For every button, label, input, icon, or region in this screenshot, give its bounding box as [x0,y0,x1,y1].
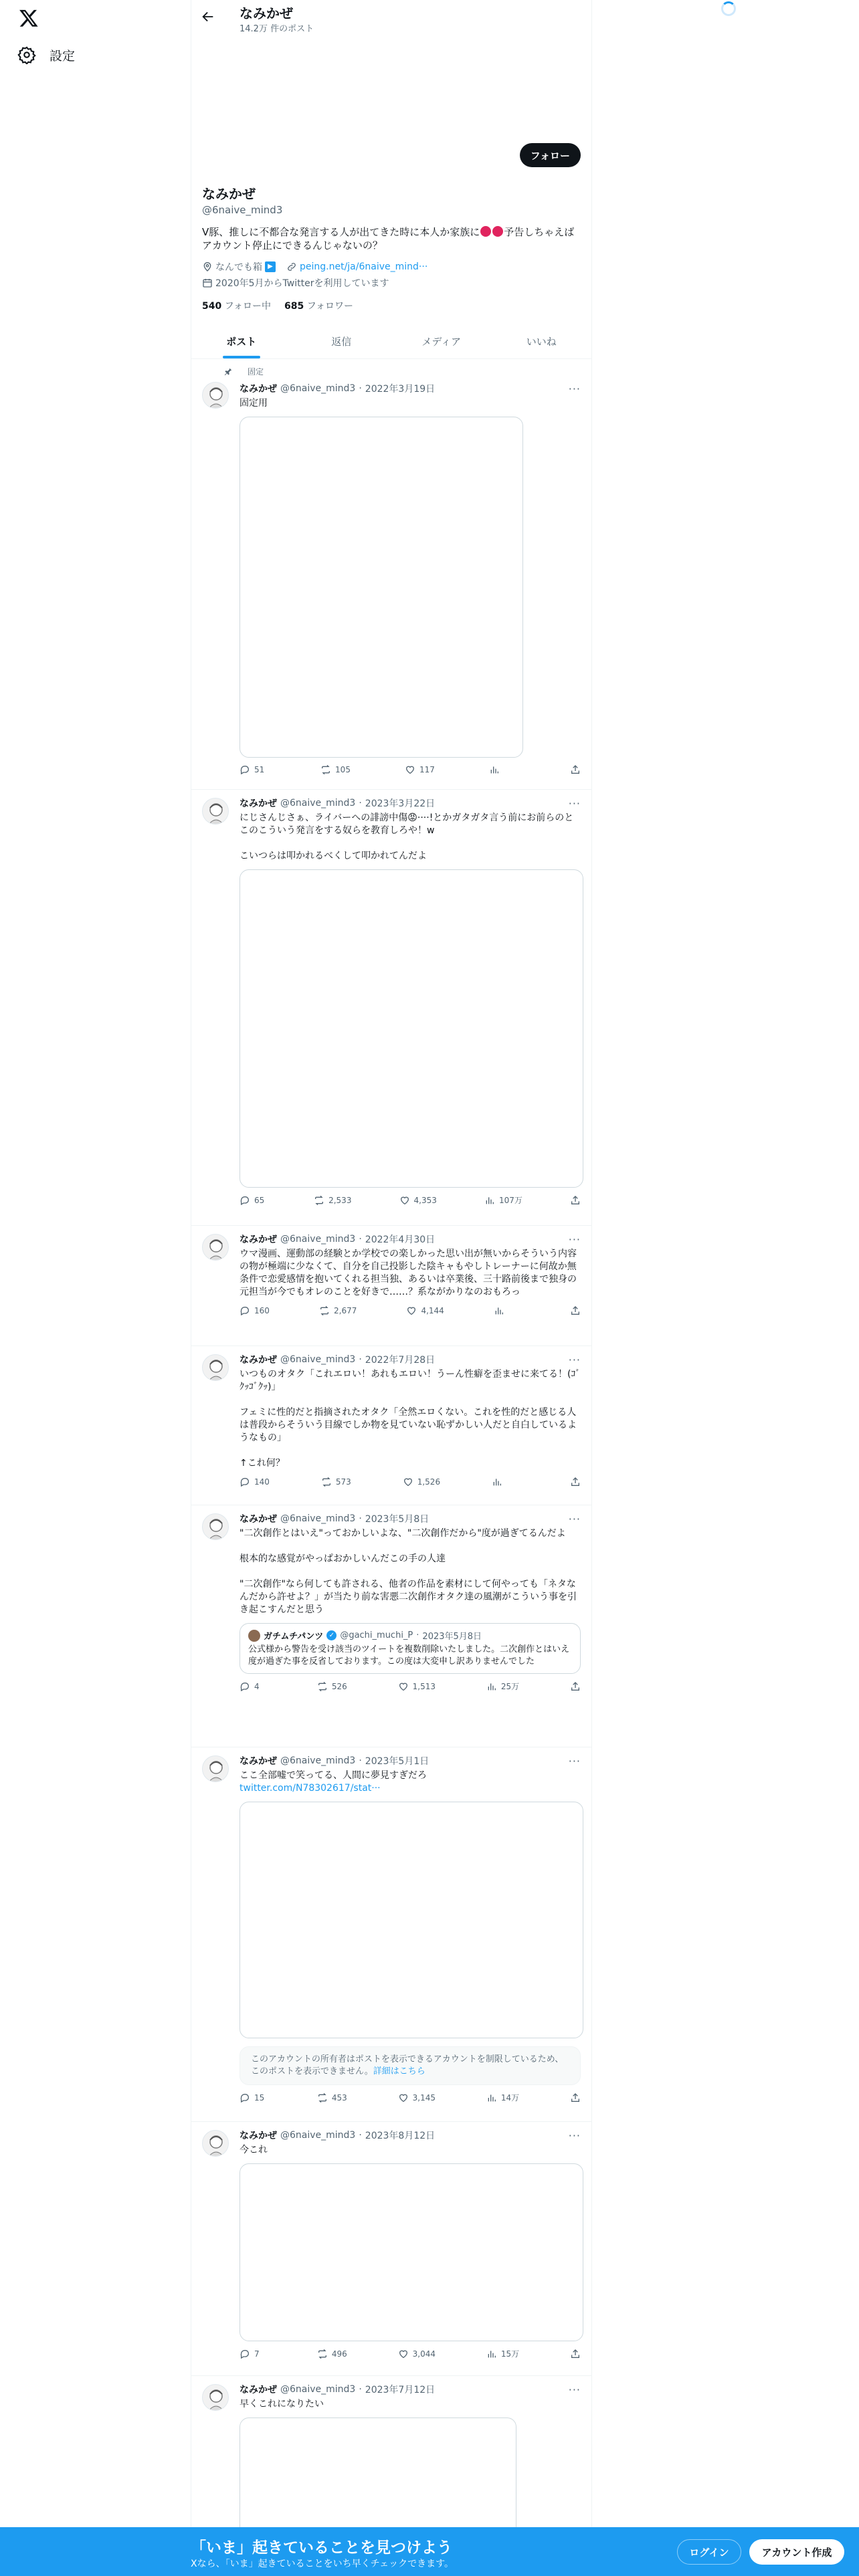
profile-url[interactable] [286,260,427,274]
views-button[interactable] [494,1305,520,1316]
post-date[interactable]: 2022年4月30日 [365,1235,436,1245]
post-author-name[interactable]: なみかぜ [240,1235,277,1245]
profile-bio [202,225,581,252]
post-date[interactable]: 2023年5月8日 [365,1514,430,1525]
pinned-label: 固定 [248,367,264,377]
repost-count: 496 [331,2349,347,2359]
signup-banner [0,2527,859,2576]
tab-replies[interactable]: 返信 [331,336,352,348]
nav-settings[interactable] [17,45,75,64]
like-count: 1,513 [412,1681,436,1691]
more-options-icon[interactable]: ··· [568,1232,581,1246]
bio-text-2: 予告しちゃえばアカウント停止にできるんじゃないの？ [202,226,575,251]
post-header [240,1353,581,1366]
loading-spinner-icon [721,1,736,16]
post[interactable] [191,1747,591,2122]
heart-icon [398,2092,409,2103]
like-button[interactable] [403,1477,440,1487]
reply-count: 7 [254,2349,260,2359]
share-icon [570,1477,581,1487]
post-text: 今これ [240,2145,268,2155]
profile-url-link[interactable]: peing.net/ja/6naive_mind··· [300,261,428,272]
signup-banner-subtitle: Xなら、「いま」起きていることをいち早くチェックできます。 [191,2559,454,2569]
post-date[interactable]: 2023年5月1日 [365,1756,430,1767]
quoted-author-name: ガチムチパンツ [264,1632,324,1642]
post-text: いつものオタク「これエロい！あれもエロい！うーん性癖を歪ませに来てる！(ｺﾞｸｯｺﾞｸｯ)」 フェミに性的だと指摘されたオタク「全然エロくない。これを性的だと感じる人は普段からそういう目線でしか物を見ていない恥ずかしい人だと自白しているようなもの」 ↑これ何？ [240,1369,581,1469]
profile-section [191,149,591,312]
share-button[interactable] [570,2348,581,2359]
views-button[interactable] [489,764,516,775]
reply-button[interactable] [240,2092,266,2103]
post-date[interactable]: 2023年3月22日 [365,798,436,809]
profile-handle: @6naive_mind3 [202,204,283,216]
views-button[interactable] [486,1681,519,1692]
location-text: なんでも箱 [215,262,262,273]
like-count: 4,144 [421,1306,444,1315]
post[interactable] [191,359,591,790]
post-date[interactable]: 2023年7月12日 [365,2385,436,2395]
post-media[interactable] [240,869,583,1188]
profile-meta [202,260,581,290]
repost-icon [314,1195,324,1206]
reply-count: 4 [254,1681,260,1691]
reply-icon [240,1681,250,1692]
bio-text-1: V豚、推しに不都合な発言する人が出てきた時に本人か家族に [202,226,480,238]
post-actions [240,1477,581,1487]
more-options-icon[interactable]: ··· [568,796,581,810]
post-actions [240,764,581,775]
more-options-icon[interactable]: ··· [568,1754,581,1767]
reply-button[interactable] [240,764,266,775]
separator-dot: · [359,2384,362,2395]
post-actions [240,1305,581,1316]
avatar-image [203,2131,229,2157]
bar-chart-icon [486,2092,497,2103]
post-author-name[interactable]: なみかぜ [240,2385,277,2395]
post-text: 固定用 [240,398,268,409]
post-author-handle[interactable]: @6naive_mind3 [280,1755,356,1766]
tab-media[interactable]: メディア [421,336,462,348]
like-count: 4,353 [413,1195,437,1205]
play-button-emoji-icon: ▶ [265,261,276,272]
share-icon [570,764,581,775]
post-media[interactable] [240,2163,583,2341]
post-author-handle[interactable]: @6naive_mind3 [280,1354,356,1365]
avatar[interactable] [202,2384,229,2411]
avatar-image [203,798,229,825]
separator-dot: · [359,2130,362,2141]
more-options-icon[interactable]: ··· [568,1512,581,1525]
reply-count: 51 [254,765,265,774]
heart-icon [398,1681,409,1692]
quoted-post[interactable] [240,1623,581,1674]
avatar[interactable] [202,798,229,825]
separator-dot: · [359,383,362,394]
share-icon [570,2349,581,2359]
separator-dot: · [359,1755,362,1766]
post-actions [240,2348,581,2359]
separator-dot: · [359,1354,362,1365]
post[interactable] [191,1226,591,1346]
post-author-name[interactable]: なみかぜ [240,384,277,395]
bar-chart-icon [486,2349,497,2359]
reply-button[interactable] [240,1477,270,1487]
reply-count: 65 [254,1195,265,1205]
more-options-icon[interactable]: ··· [568,2383,581,2396]
share-button[interactable] [570,764,581,775]
repost-count: 526 [331,1681,347,1691]
nav-settings-label: 設定 [50,48,76,64]
bar-chart-icon [486,1681,497,1692]
profile-topbar [191,0,591,36]
heart-icon [406,1305,417,1316]
profile-follow-stats [202,299,581,312]
like-button[interactable] [399,1194,437,1206]
tab-posts[interactable]: ポスト [191,324,292,358]
view-count: 15万 [500,2349,520,2359]
post-author-handle[interactable]: @6naive_mind3 [280,2384,356,2395]
post-actions [240,2092,581,2103]
more-options-icon[interactable]: ··· [568,2129,581,2142]
reply-count: 15 [254,2092,265,2103]
share-button[interactable] [570,1305,581,1316]
more-options-icon[interactable]: ··· [568,1353,581,1366]
post-header [240,2129,581,2142]
repost-count: 105 [335,765,351,774]
bar-chart-icon [489,764,500,775]
repost-button[interactable] [317,2348,347,2359]
view-count: 25万 [500,1682,520,1691]
post-date[interactable]: 2023年8月12日 [365,2131,436,2141]
post-author-name[interactable]: なみかぜ [240,1355,277,1366]
reply-icon [240,1195,250,1206]
post-author-handle[interactable]: @6naive_mind3 [280,798,356,809]
heart-icon [398,2349,409,2359]
avatar-image [203,2385,229,2411]
post-header [240,1232,581,1246]
post[interactable] [191,1505,591,1747]
profile-name: なみかぜ [202,186,256,202]
post-header [240,1754,581,1767]
repost-icon [317,2092,328,2103]
bar-chart-icon [494,1305,504,1316]
share-button[interactable] [570,1681,581,1692]
post-author-name[interactable]: なみかぜ [240,2131,277,2141]
topbar-post-count: 14.2万 件のポスト [240,24,314,34]
post-author-handle[interactable]: @6naive_mind3 [280,383,356,394]
repost-button[interactable] [320,764,351,775]
repost-button[interactable] [314,1194,351,1206]
repost-icon [317,2349,328,2359]
more-options-icon[interactable]: ··· [568,382,581,395]
followers-count: 685 [284,301,304,312]
login-button[interactable]: ログイン [677,2539,741,2565]
like-count: 3,044 [412,2349,436,2359]
share-button[interactable] [570,1477,581,1487]
like-count: 3,145 [412,2092,436,2103]
avatar-image [203,1756,229,1782]
post-text: ここ全部嘘で笑ってる、人間に夢見すぎだろ [240,1770,427,1781]
reply-icon [240,764,250,775]
repost-count: 2,533 [328,1195,352,1205]
link-icon [286,261,297,272]
avatar[interactable] [202,382,229,409]
avatar[interactable] [202,2130,229,2157]
quoted-avatar [248,1630,260,1642]
repost-icon [321,1477,332,1487]
post-link[interactable]: twitter.com/N78302617/stat··· [240,1783,381,1794]
post-header [240,2383,581,2396]
reply-icon [240,1477,250,1487]
repost-button[interactable] [317,1681,347,1692]
post-text: ウマ漫画、運動部の経験とか学校での楽しかった思い出が無いからそういう内容の物が極端に少なくて、自分を自己投影した陰キャもやしトレーナーに何故か無条件で恋愛感情を抱いてくれる担当独、あるいは卒業後、三十路前後まで独身の元担当が今でもオレのことを好きで……？系ながかりなのおもろっ [240,1249,577,1297]
following-label: フォロー中 [224,301,271,312]
like-count: 1,526 [417,1477,441,1487]
repost-button[interactable] [321,1477,351,1487]
repost-count: 2,677 [334,1306,357,1315]
x-logo-icon[interactable] [19,8,39,28]
gear-icon [17,45,36,64]
notice-text: このアカウントの所有者はポストを表示できるアカウントを制限しているため、このポストを表示できません。 [251,2054,564,2076]
post[interactable] [191,790,591,1226]
follow-button[interactable]: フォロー [520,143,581,167]
quoted-text: 公式様から警告を受け該当のツイートを複数削除いたしました。二次創作とはいえ度が過ぎた事を反省しております。この度は大変申し訳ありませんでした [248,1644,570,1667]
separator-dot: · [359,1234,362,1245]
share-button[interactable] [570,1194,581,1206]
followers-link[interactable] [284,299,353,312]
like-button[interactable] [398,2348,436,2359]
followers-label: フォロワー [306,301,353,312]
repost-count: 573 [335,1477,351,1487]
reply-button[interactable] [240,2348,266,2359]
post[interactable] [191,2122,591,2376]
reply-button[interactable] [240,1305,270,1316]
separator-dot: · [359,798,362,809]
bar-chart-icon [492,1477,502,1487]
reply-icon [240,2349,250,2359]
post-header [240,1512,581,1525]
reply-button[interactable] [240,1681,266,1692]
reply-button[interactable] [240,1194,266,1206]
repost-icon [319,1305,330,1316]
back-arrow-icon[interactable] [201,9,215,24]
signup-banner-title: 「いま」起きていることを見つけよう [191,2539,452,2557]
heart-icon [403,1477,413,1487]
restricted-post-notice [240,2046,581,2085]
repost-icon [317,1681,328,1692]
avatar-image [203,383,229,409]
separator-dot: · [359,1513,362,1524]
views-button[interactable] [486,2348,519,2359]
topbar-name: なみかぜ [240,5,293,21]
like-button[interactable] [406,1305,444,1316]
following-link[interactable] [202,299,271,312]
separator-dot: · [416,1630,419,1640]
reply-icon [240,1305,250,1316]
red-emoji-icon [492,226,503,237]
post-media[interactable] [240,1802,583,2038]
tab-likes[interactable]: いいね [526,336,557,348]
post-date[interactable]: 2022年7月28日 [365,1355,436,1366]
avatar[interactable] [202,1513,229,1540]
heart-icon [399,1195,410,1206]
reply-icon [240,2092,250,2103]
avatar-image [203,1355,229,1381]
joined-text: 2020年5月からTwitterを利用しています [215,278,389,289]
signup-button[interactable]: アカウント作成 [749,2539,844,2565]
left-nav [0,0,191,2576]
post-actions [240,1681,581,1692]
quoted-date: 2023年5月8日 [422,1632,482,1642]
notice-learn-more-link[interactable]: 詳細はこちら [373,2066,425,2076]
share-icon [570,1305,581,1316]
like-button[interactable] [398,2092,436,2103]
views-button[interactable] [484,1194,522,1206]
pin-icon [223,367,233,377]
post-author-handle[interactable]: @6naive_mind3 [280,2130,356,2141]
post[interactable] [191,1346,591,1505]
reply-count: 160 [254,1306,270,1315]
post-date[interactable]: 2022年3月19日 [365,384,436,395]
avatar[interactable] [202,1354,229,1381]
post-header [240,796,581,810]
post-header [240,382,581,395]
avatar-image [203,1235,229,1261]
like-count: 117 [419,765,435,774]
main-column [191,0,592,2576]
post-author-handle[interactable]: @6naive_mind3 [280,1234,356,1245]
post-actions [240,1194,581,1206]
post-author-name[interactable]: なみかぜ [240,1514,277,1525]
following-count: 540 [202,301,222,312]
verified-badge-icon: ✓ [326,1630,337,1640]
post-text: 早くこれになりたい [240,2399,324,2409]
calendar-icon [202,278,213,288]
red-emoji-icon [480,226,491,237]
avatar-image [203,1514,229,1540]
avatar[interactable] [202,1234,229,1261]
like-button[interactable] [405,764,435,775]
repost-button[interactable] [317,2092,347,2103]
post-text: "二次創作とはいえ"っておかしいよな、"二次創作だから"度が過ぎてるんだよ 根本的な感覚がやっぱおかしいんだこの手の人達 "二次創作"なら何しても許される、他者の作品を素材にして何やっても「ネタなんだから許せよ？」が当たり前な害悪二次創作オタク達の風潮がこういう事を引き起こすんだと思う [240,1528,577,1615]
pinned-indicator [223,366,264,377]
like-button[interactable] [398,1681,436,1692]
profile-tabs [191,324,591,359]
quoted-author-handle: @gachi_muchi_P [340,1630,413,1640]
share-icon [570,2092,581,2103]
profile-location [202,260,276,274]
repost-count: 453 [331,2092,347,2103]
heart-icon [405,764,415,775]
location-pin-icon [202,261,213,272]
views-button[interactable] [492,1477,518,1487]
share-button[interactable] [570,2092,581,2103]
post-author-handle[interactable]: @6naive_mind3 [280,1513,356,1524]
view-count: 14万 [500,2093,520,2103]
repost-button[interactable] [319,1305,357,1316]
share-icon [570,1681,581,1692]
quoted-post-header [248,1629,572,1642]
post-author-name[interactable]: なみかぜ [240,1756,277,1767]
post-text: にじさんじさぁ、ライバーへの誹謗中傷😡····!とかガタガタ言う前にお前らのとこのこういう発言をする奴らを教育しろや！w こいつらは叩かれるべくして叩かれてんだよ [240,813,574,861]
post-author-name[interactable]: なみかぜ [240,798,277,809]
bar-chart-icon [484,1195,495,1206]
share-icon [570,1195,581,1206]
view-count: 107万 [499,1196,522,1205]
views-button[interactable] [486,2092,519,2103]
post-media[interactable] [240,417,523,758]
reply-count: 140 [254,1477,270,1487]
profile-joined [202,276,389,290]
repost-icon [320,764,331,775]
avatar[interactable] [202,1755,229,1782]
